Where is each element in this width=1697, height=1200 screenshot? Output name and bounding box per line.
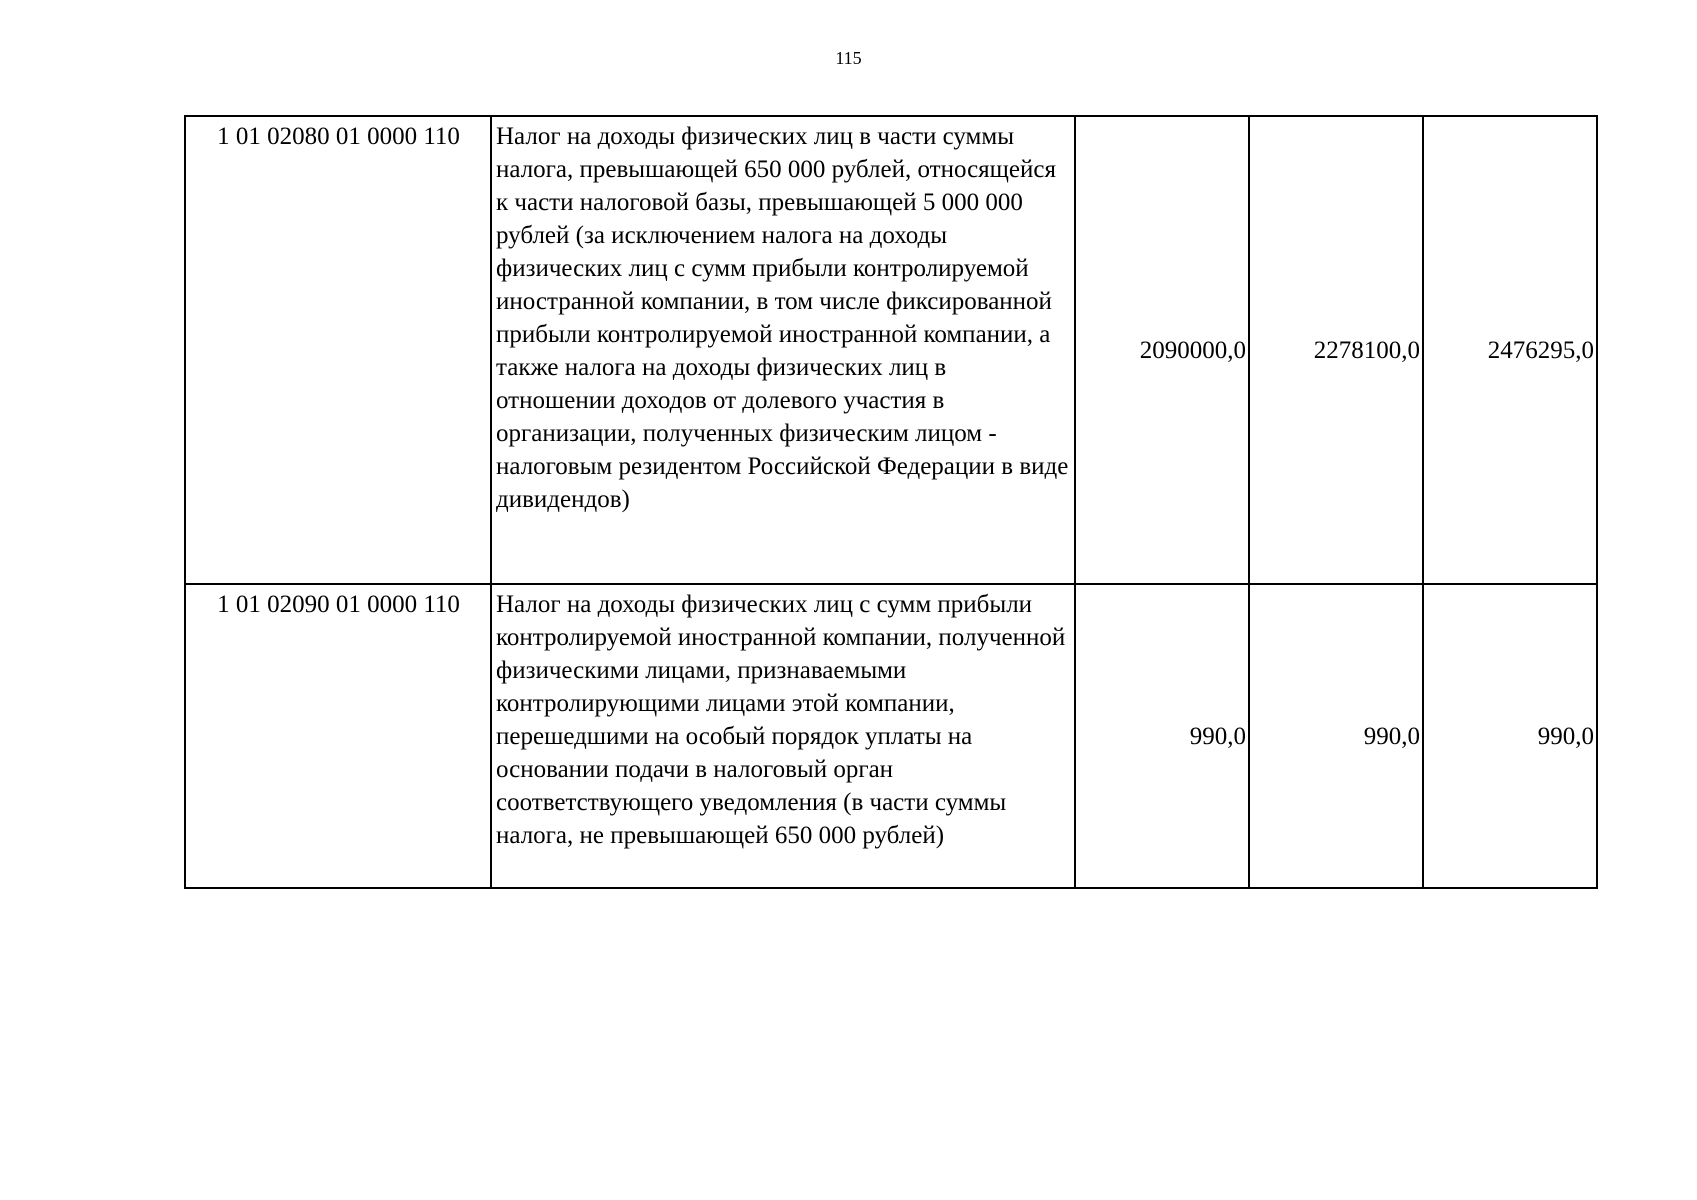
table-row xyxy=(185,116,1597,584)
budget-classification-code: 1 01 02080 01 0000 110 xyxy=(185,116,491,584)
amount-year-2: 990,0 xyxy=(1249,584,1423,888)
revenue-name: Налог на доходы физических лиц с сумм прибыли контролируемой иностранной компании, полученной физическими лицами, признаваемыми контролирующими лицами этой компании, перешедшими на особый порядок уплаты на основании подачи в налоговый орган соответствующего уведомления (в части суммы налога, не превышающей 650 000 рублей) xyxy=(491,584,1075,888)
amount-year-1: 2090000,0 xyxy=(1075,116,1249,584)
budget-revenue-table xyxy=(184,115,1598,889)
amount-year-3: 2476295,0 xyxy=(1423,116,1597,584)
budget-classification-code: 1 01 02090 01 0000 110 xyxy=(185,584,491,888)
amount-year-2: 2278100,0 xyxy=(1249,116,1423,584)
revenue-name: Налог на доходы физических лиц в части суммы налога, превышающей 650 000 рублей, относящейся к части налоговой базы, превышающей 5 000 000 рублей (за исключением налога на доходы физических лиц с сумм прибыли контролируемой иностранной компании, в том числе фиксированной прибыли контролируемой иностранной компании, а также налога на доходы физических лиц в отношении доходов от долевого участия в организации, полученных физическим лицом - налоговым резидентом Российской Федерации в виде дивидендов) xyxy=(491,116,1075,584)
table-row xyxy=(185,584,1597,888)
amount-year-3: 990,0 xyxy=(1423,584,1597,888)
page-number: 115 xyxy=(835,48,862,68)
amount-year-1: 990,0 xyxy=(1075,584,1249,888)
